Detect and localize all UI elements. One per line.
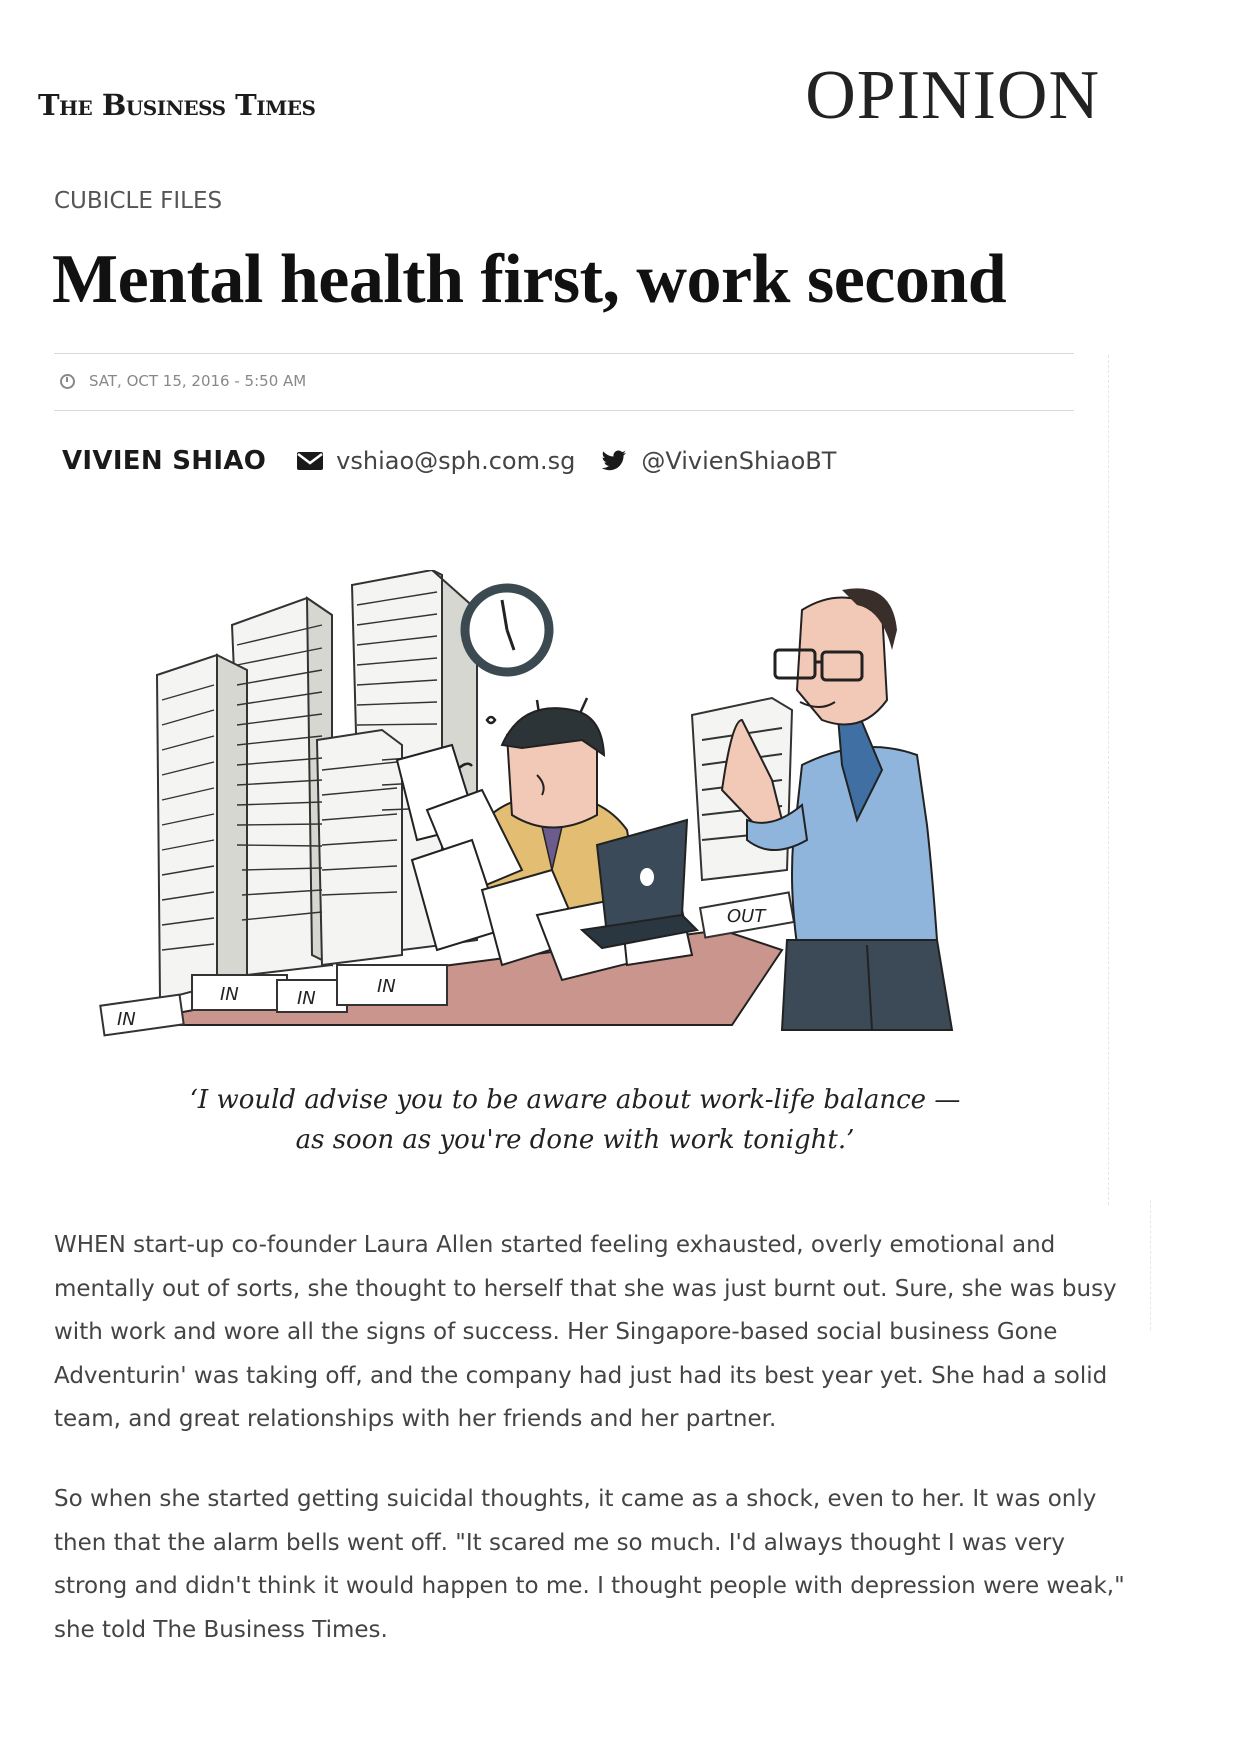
sidebar-divider-2 [1150,1200,1151,1330]
article-headline: Mental health first, work second [52,241,1007,318]
divider-bottom [54,410,1074,411]
masthead-logo[interactable]: The Business Times [38,88,316,122]
tray-label-out: OUT [727,906,766,927]
wall-clock-icon [465,588,549,672]
sidebar-divider [1108,355,1109,1205]
tray-label-in-2: IN [220,984,239,1005]
section-title: OPINION [805,57,1100,134]
publish-date: SAT, OCT 15, 2016 - 5:50 AM [89,372,307,390]
twitter-icon[interactable] [601,450,627,472]
envelope-icon[interactable] [296,451,324,471]
author-twitter-link[interactable]: @VivienShiaoBT [641,447,837,475]
author-name[interactable]: VIVIEN SHIAO [62,446,267,476]
illustration-caption [150,1080,1000,1160]
caption-line-1: ‘I would advise you to be aware about work-life balance — [189,1085,961,1115]
author-email-link[interactable]: vshiao@sph.com.sg [336,447,576,475]
dateline [60,372,306,390]
tray-label-in-3: IN [297,988,316,1009]
article-paragraph-1: WHEN start-up co-founder Laura Allen started feeling exhausted, overly emotional and mentally out of sorts, she thought to herself that she was just burnt out. Sure, she was busy with work and wore all the signs of success. Her Singapore-based social business Gone Adventurin' was taking off, and the company had just had its best year yet. She had a solid team, and great relationships with her friends and her partner. [54,1232,1117,1432]
column-kicker[interactable]: CUBICLE FILES [54,188,223,214]
divider-top [54,353,1074,354]
tray-label-in-4: IN [377,976,396,997]
cartoon-illustration [82,570,1042,1050]
caption-line-2: as soon as you're done with work tonight.’ [295,1125,855,1155]
tray-label-in-1: IN [117,1009,136,1030]
article-paragraph-2: So when she started getting suicidal thoughts, it came as a shock, even to her. It was only then that the alarm bells went off. "It scared me so much. I'd always thought I was very strong and didn't think it would happen to me. I thought people with depression were weak," she told The Business Times. [54,1486,1125,1643]
byline [62,446,836,476]
clock-icon [60,374,75,389]
